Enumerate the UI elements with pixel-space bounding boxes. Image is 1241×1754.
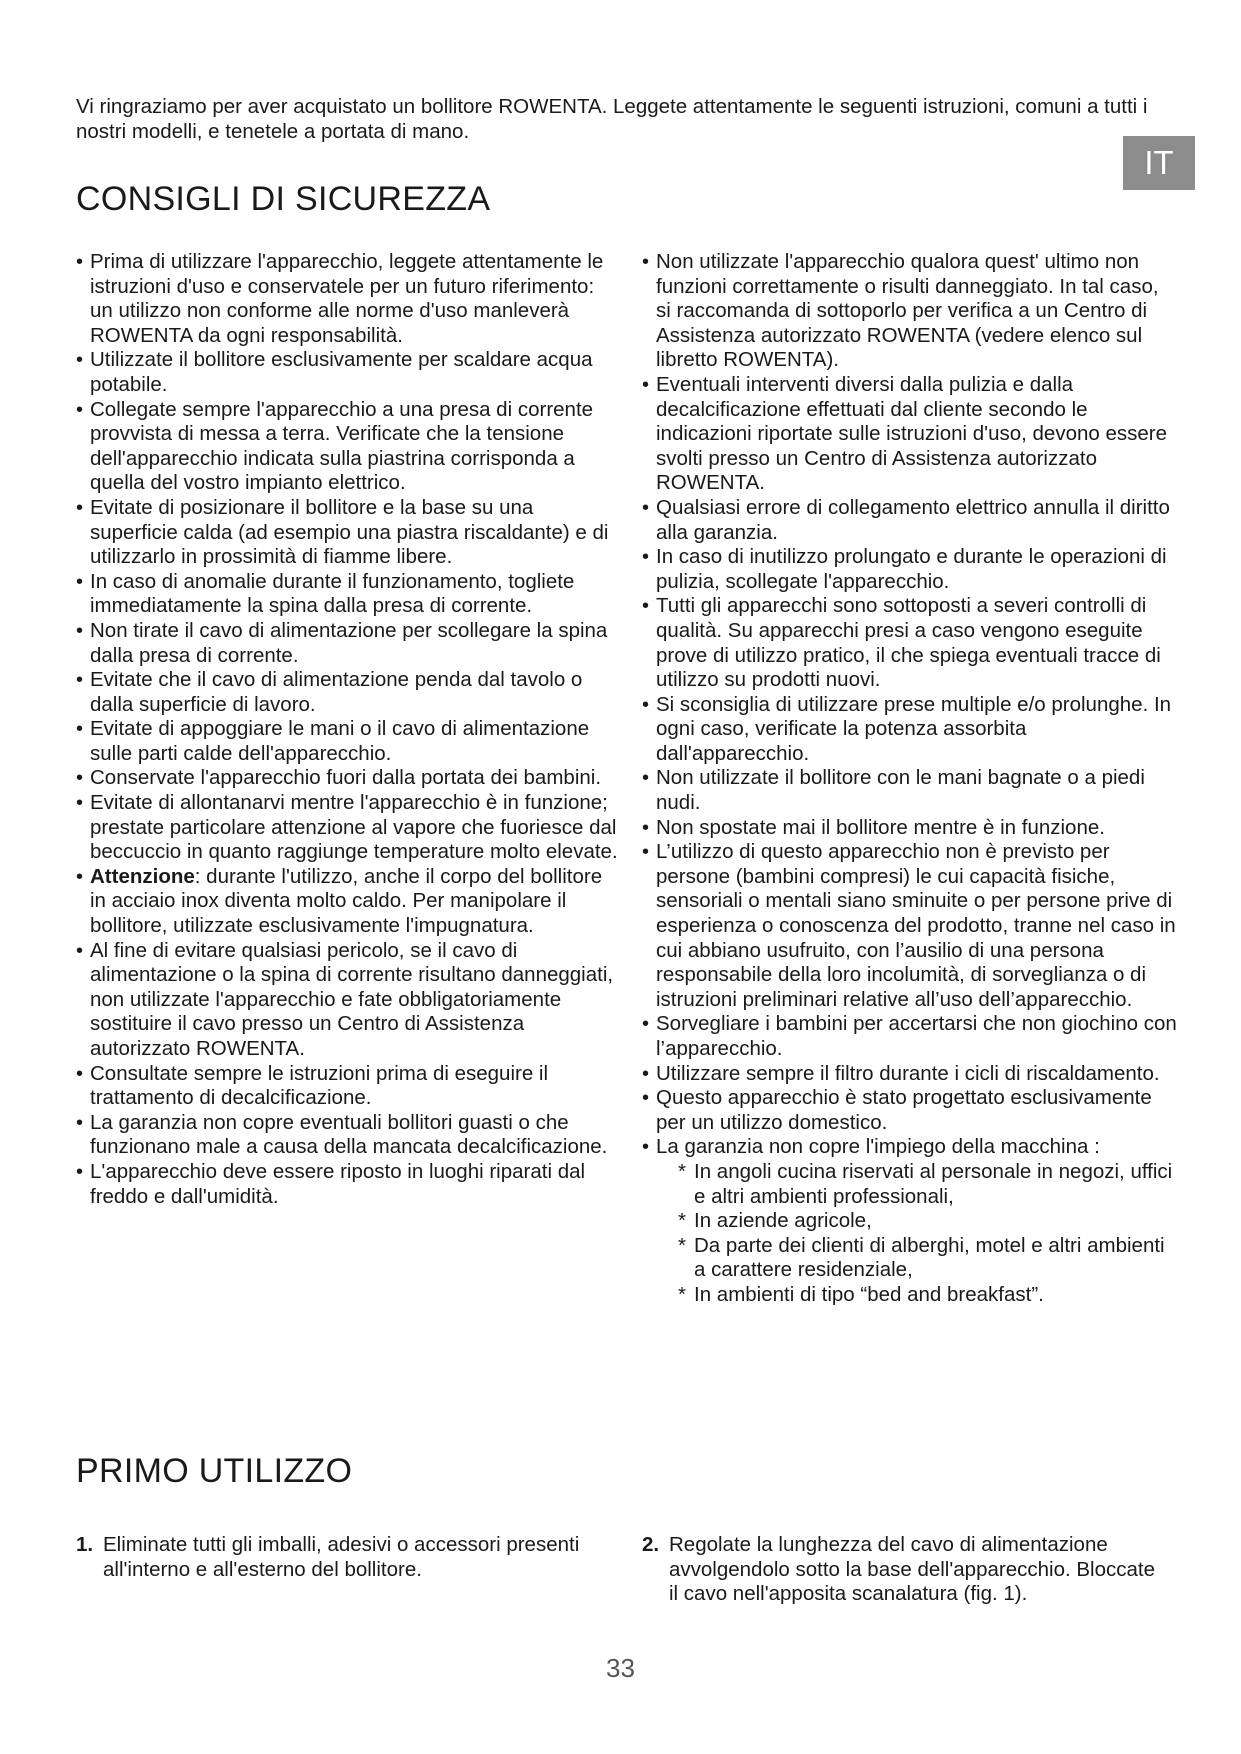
first-use-step — [76, 1533, 623, 1582]
warranty-exclusion: * In aziende agricole, — [678, 1209, 1177, 1234]
language-tab: IT — [1123, 136, 1195, 190]
intro-text: Vi ringraziamo per aver acquistato un bollitore ROWENTA. Leggete attentamente le seguenti istruzioni, comuni a tutti i nostri modelli, e tenetele a portata di mano. — [76, 95, 1148, 143]
attention-label: Attenzione — [90, 864, 195, 888]
safety-item: • Utilizzare sempre il filtro durante i cicli di riscaldamento. — [642, 1062, 1177, 1087]
safety-item: • Consultate sempre le istruzioni prima di eseguire il trattamento di decalcificazione. — [76, 1062, 621, 1111]
safety-item: • Conservate l'apparecchio fuori dalla portata dei bambini. — [76, 766, 621, 791]
first-use-heading: PRIMO UTILIZZO — [76, 1452, 353, 1490]
safety-item: • Utilizzate il bollitore esclusivamente per scaldare acqua potabile. — [76, 348, 621, 397]
safety-item: • Non tirate il cavo di alimentazione per scollegare la spina dalla presa di corrente. — [76, 619, 621, 668]
safety-left-column — [76, 250, 621, 1209]
safety-item: • L’utilizzo di questo apparecchio non è previsto per persone (bambini compresi) le cui capacità fisiche, sensoriali o mentali siano sminuite o per persone prive di esperienza o conoscenza del prodotto, tranne nel caso in cui abbiano usufruito, con l’ausilio di una persona responsabile della loro incolumità, di sorveglianza o di istruzioni preliminari relative all’uso dell’apparecchio. — [642, 840, 1177, 1012]
warranty-exclusions-list — [656, 1160, 1177, 1308]
step-number: 2. — [642, 1533, 660, 1556]
attention-text: : durante l'utilizzo, anche il corpo del bollitore in acciaio inox diventa molto caldo. Per manipolare il bollitore, utilizzate esclusivamente l'impugnatura. — [90, 864, 603, 938]
safety-right-column — [642, 250, 1177, 1308]
safety-item: • In caso di inutilizzo prolungato e durante le operazioni di pulizia, scollegate l'apparecchio. — [642, 545, 1177, 594]
safety-heading: CONSIGLI DI SICUREZZA — [76, 180, 491, 218]
safety-item: • Non utilizzate l'apparecchio qualora quest' ultimo non funzioni correttamente o risulti danneggiato. In tal caso, si raccomanda di sottoporlo per verifica a un Centro di Assistenza autorizzato ROWENTA (vedere elenco sul libretto ROWENTA). — [642, 250, 1177, 373]
safety-item: • Evitate di allontanarvi mentre l'apparecchio è in funzione; prestate particolare attenzione al vapore che fuoriesce dal beccuccio in quanto raggiunge temperature molto elevate. — [76, 791, 621, 865]
safety-item: • Evitate che il cavo di alimentazione penda dal tavolo o dalla superficie di lavoro. — [76, 668, 621, 717]
safety-item: • In caso di anomalie durante il funzionamento, togliete immediatamente la spina dalla presa di corrente. — [76, 570, 621, 619]
safety-item: • Al fine di evitare qualsiasi pericolo, se il cavo di alimentazione o la spina di corrente risultano danneggiati, non utilizzate l'apparecchio e fate obbligatoriamente sostituire il cavo presso un Centro di Assistenza autorizzato ROWENTA. — [76, 939, 621, 1062]
safety-item: • Eventuali interventi diversi dalla pulizia e dalla decalcificazione effettuati dal cliente secondo le indicazioni riportate sulle istruzioni d'uso, devono essere svolti presso un Centro di Assistenza autorizzato ROWENTA. — [642, 373, 1177, 496]
warranty-exclusion: * Da parte dei clienti di alberghi, motel e altri ambienti a carattere residenziale, — [678, 1234, 1177, 1283]
safety-item: • La garanzia non copre eventuali bollitori guasti o che funzionano male a causa della mancata decalcificazione. — [76, 1111, 621, 1160]
step-text: Eliminate tutti gli imballi, adesivi o accessori presenti all'interno e all'esterno del bollitore. — [103, 1533, 580, 1581]
safety-item-attention — [76, 865, 621, 939]
step-text: Regolate la lunghezza del cavo di alimentazione avvolgendolo sotto la base dell'apparecchio. Bloccate il cavo nell'apposita scanalatura (fig. 1). — [669, 1533, 1155, 1606]
safety-item: • Collegate sempre l'apparecchio a una presa di corrente provvista di messa a terra. Verificate che la tensione dell'apparecchio indicata sulla piastrina corrisponda a quella del vostro impianto elettrico. — [76, 398, 621, 496]
safety-item: • Prima di utilizzare l'apparecchio, leggete attentamente le istruzioni d'uso e conservatele per un futuro riferimento: un utilizzo non conforme alle norme d'uso manleverà ROWENTA da ogni responsabilità. — [76, 250, 621, 348]
first-use-step — [642, 1533, 1169, 1607]
warranty-intro: La garanzia non copre l'impiego della macchina : — [656, 1135, 1100, 1159]
safety-item: • Evitate di posizionare il bollitore e la base su una superficie calda (ad esempio una piastra riscaldante) e di utilizzarlo in prossimità di fiamme libere. — [76, 496, 621, 570]
safety-item-warranty — [642, 1135, 1177, 1307]
safety-item: • Non utilizzate il bollitore con le mani bagnate o a piedi nudi. — [642, 766, 1177, 815]
safety-item: • Questo apparecchio è stato progettato esclusivamente per un utilizzo domestico. — [642, 1086, 1177, 1135]
page-number: 33 — [606, 1653, 635, 1683]
safety-item: • Sorvegliare i bambini per accertarsi che non giochino con l’apparecchio. — [642, 1012, 1177, 1061]
safety-item: • Si sconsiglia di utilizzare prese multiple e/o prolunghe. In ogni caso, verificate la potenza assorbita dall'apparecchio. — [642, 693, 1177, 767]
warranty-exclusion: * In angoli cucina riservati al personale in negozi, uffici e altri ambienti professionali, — [678, 1160, 1177, 1209]
safety-item: • Non spostate mai il bollitore mentre è in funzione. — [642, 816, 1177, 841]
safety-item: • Qualsiasi errore di collegamento elettrico annulla il diritto alla garanzia. — [642, 496, 1177, 545]
safety-item: • L'apparecchio deve essere riposto in luoghi riparati dal freddo e dall'umidità. — [76, 1160, 621, 1209]
safety-item: • Tutti gli apparecchi sono sottoposti a severi controlli di qualità. Su apparecchi presi a caso vengono eseguite prove di utilizzo pratico, il che spiega eventuali tracce di utilizzo su prodotti nuovi. — [642, 594, 1177, 692]
safety-item: • Evitate di appoggiare le mani o il cavo di alimentazione sulle parti calde dell'apparecchio. — [76, 717, 621, 766]
step-number: 1. — [76, 1533, 94, 1556]
warranty-exclusion: * In ambienti di tipo “bed and breakfast”. — [678, 1283, 1177, 1308]
